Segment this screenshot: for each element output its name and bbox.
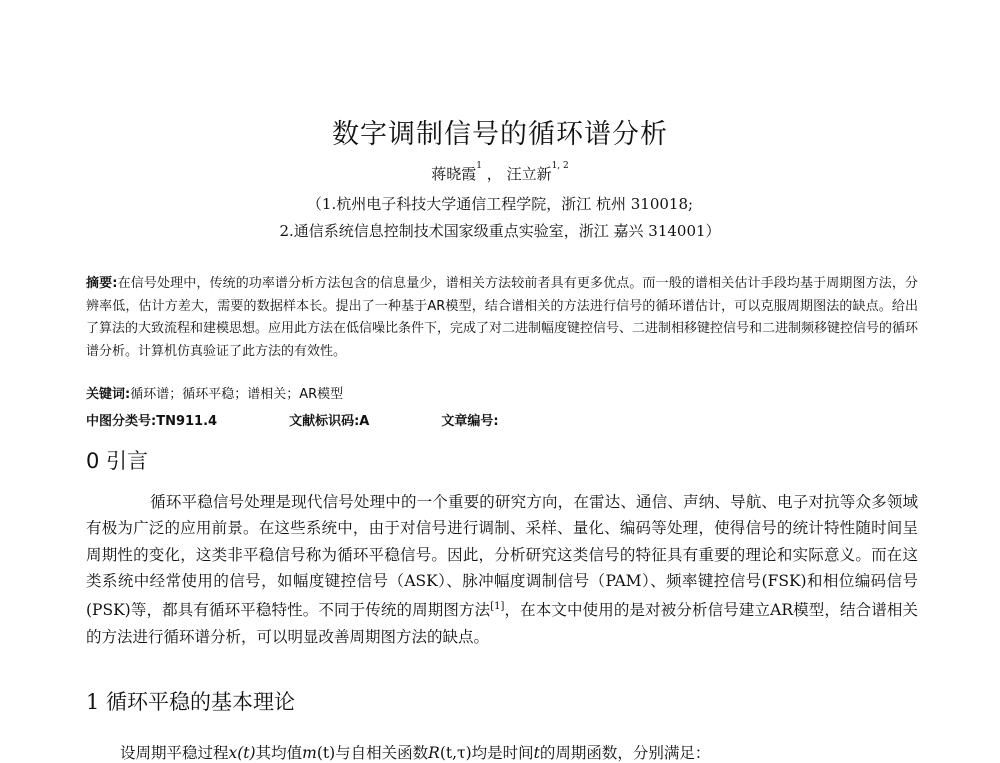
affiliation-1: （1.杭州电子科技大学通信工程学院，浙江 杭州 310018; bbox=[306, 195, 694, 213]
abstract-label: 摘要: bbox=[86, 276, 118, 291]
keywords bbox=[86, 383, 343, 402]
abstract-text: 在信号处理中，传统的功率谱分析方法包含的信息量少，谱相关方法较前者具有更多优点。而一般的谱相关估计手段均基于周期图方法，分辨率低，估计方差大，需要的数据样本长。提出了一种基于AR模型，结合谱相关的方法进行信号的循环谱估计，可以克服周期图法的缺点。给出了算法的大致流程和建模思想。应用此方法在低信噪比条件下，完成了对二进制幅度键控信号、二进制相移键控信号和二进制频移键控信号的循环谱分析。计算机仿真验证了此方法的有效性。 bbox=[86, 276, 919, 359]
article-number-label: 文章编号: bbox=[441, 414, 499, 429]
keywords-label: 关键词: bbox=[86, 387, 131, 402]
section-0-text: 循环平稳信号处理是现代信号处理中的一个重要的研究方向，在雷达、通信、声纳、导航、电子对抗等众多领域有极为广泛的应用前景。在这些系统中，由于对信号进行调制、采样、量化、编码等处理，使得信号的统计特性随时间呈周期性的变化，这类非平稳信号称为循环平稳信号。因此，分析研究这类信号的特征具有重要的理论和实际意义。而在这类系统中经常使用的信号，如幅度键控信号（ASK）、脉冲幅度调制信号（PAM）、频率键控信号(FSK)和相位编码信号(PSK)等，都具有循环平稳特性。不同于传统的周期图方法 bbox=[86, 493, 918, 620]
author-2: 汪立新 bbox=[506, 165, 552, 183]
math-x-t: x(t) bbox=[228, 744, 256, 762]
section-1-heading: 1 循环平稳的基本理论 bbox=[86, 690, 296, 714]
section-0-paragraph bbox=[86, 489, 918, 650]
keywords-text: 循环谱；循环平稳；谱相关；AR模型 bbox=[130, 387, 344, 402]
text-fragment: 其均值 bbox=[255, 744, 303, 762]
math-r: R bbox=[428, 744, 440, 762]
section-0-text-tail: ，在本文中使用的是对被分析信号建立AR模型，结合谱相关的方法进行循环谱分析，可以明显改善周期图方法的缺点。 bbox=[86, 601, 918, 646]
clc-label: 中图分类号: bbox=[86, 414, 157, 429]
text-fragment: 设周期平稳过程 bbox=[120, 744, 229, 762]
citation-1[interactable]: [1] bbox=[490, 601, 505, 613]
math-t: t bbox=[533, 744, 540, 762]
text-fragment: (t,τ)均是时间 bbox=[439, 744, 534, 762]
text-fragment: (t)与自相关函数 bbox=[316, 744, 429, 762]
clc-value: TN911.4 bbox=[156, 414, 218, 429]
abstract bbox=[86, 273, 918, 363]
author-1: 蒋晓霞 bbox=[431, 165, 477, 183]
classification-line bbox=[86, 410, 918, 429]
author-separator: ， bbox=[486, 165, 502, 183]
author-2-affiliation-mark: 1, 2 bbox=[551, 161, 569, 171]
paper-title: 数字调制信号的循环谱分析 bbox=[332, 119, 668, 150]
doc-code-value: A bbox=[359, 414, 370, 429]
section-0-heading: 0 引言 bbox=[86, 449, 149, 473]
affiliation-2: 2.通信系统信息控制技术国家级重点实验室，浙江 嘉兴 314001） bbox=[279, 222, 721, 240]
text-fragment: 的周期函数，分别满足： bbox=[539, 744, 711, 762]
author-line bbox=[0, 163, 1000, 184]
math-m: m bbox=[302, 744, 317, 762]
author-1-affiliation-mark: 1 bbox=[476, 161, 482, 171]
doc-code-label: 文献标识码: bbox=[289, 414, 360, 429]
